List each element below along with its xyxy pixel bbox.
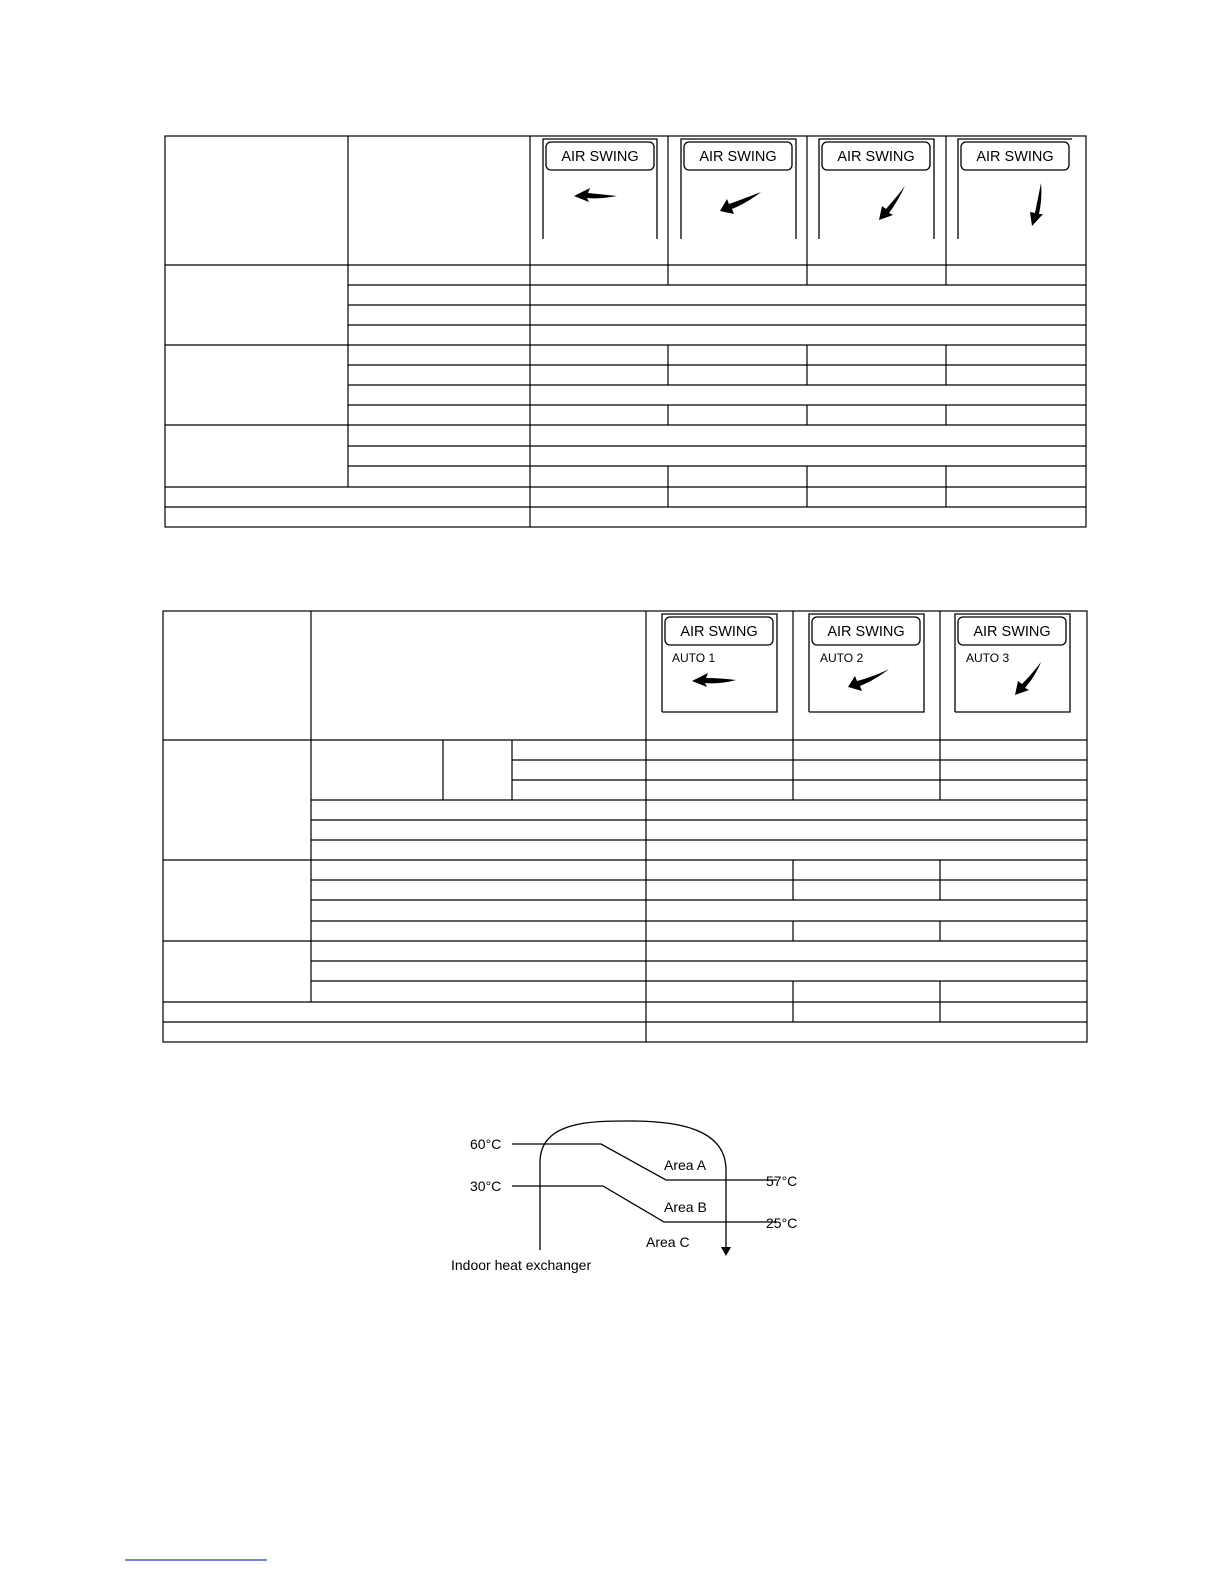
auto-mode-label: AUTO 3 (966, 651, 1010, 665)
diagram-caption: Indoor heat exchanger (451, 1257, 592, 1273)
air-swing-button-label: AIR SWING (680, 624, 758, 640)
table2-icon-panel-auto-2 (809, 614, 924, 712)
air-swing-button-label: AIR SWING (827, 624, 905, 640)
temp-label-60: 60°C (470, 1136, 502, 1152)
down-arrow-icon (721, 1247, 731, 1256)
heat-exchanger-temperature-diagram (451, 1121, 797, 1273)
table1-icon-panel-3 (819, 139, 934, 239)
area-c-label: Area C (646, 1234, 690, 1250)
table2-icon-panel-auto-3 (955, 614, 1070, 712)
airflow-table-1 (165, 136, 1086, 527)
table1-icon-panel-1 (543, 139, 657, 239)
temp-label-25: 25°C (766, 1215, 798, 1231)
louver-position-4-arrow-icon (1030, 183, 1043, 226)
airflow-table-2 (163, 611, 1087, 1042)
table1-icon-panel-2 (681, 139, 796, 239)
louver-auto-1-arrow-icon (692, 673, 736, 687)
air-swing-button-label: AIR SWING (837, 149, 915, 165)
area-a-label: Area A (664, 1157, 707, 1173)
table1-icon-panel-4 (958, 139, 1072, 239)
louver-auto-2-arrow-icon (848, 669, 889, 691)
boundary-line-60-57 (512, 1144, 777, 1180)
temp-label-30: 30°C (470, 1178, 502, 1194)
air-swing-button-label: AIR SWING (976, 149, 1054, 165)
air-swing-button-label: AIR SWING (973, 624, 1051, 640)
area-b-label: Area B (664, 1199, 707, 1215)
louver-position-2-arrow-icon (720, 192, 761, 214)
air-swing-button-label: AIR SWING (699, 149, 777, 165)
louver-position-1-arrow-icon (574, 188, 617, 202)
air-swing-button-label: AIR SWING (561, 149, 639, 165)
auto-mode-label: AUTO 2 (820, 651, 864, 665)
boundary-line-30-25 (512, 1186, 777, 1222)
temp-label-57: 57°C (766, 1173, 798, 1189)
louver-auto-3-arrow-icon (1015, 662, 1041, 695)
louver-position-3-arrow-icon (879, 186, 905, 220)
table2-icon-panel-auto-1 (662, 614, 777, 712)
auto-mode-label: AUTO 1 (672, 651, 716, 665)
